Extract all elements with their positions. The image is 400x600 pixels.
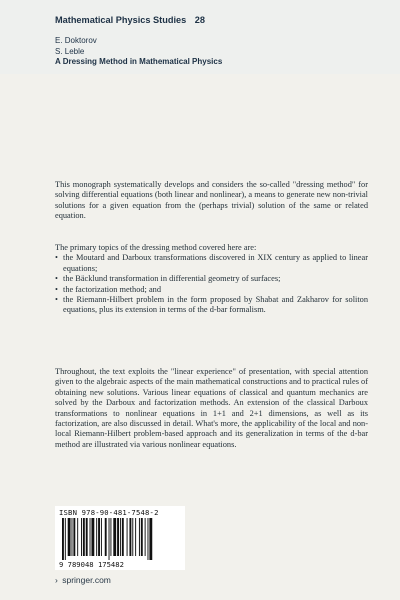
publisher-name: springer.com [62, 575, 111, 585]
blurb-closing [55, 367, 368, 450]
isbn-label: ISBN 978-90-481-7548-2 [59, 508, 159, 517]
topic-list [55, 253, 368, 315]
barcode-bar [90, 518, 91, 556]
barcode-bar [145, 518, 146, 556]
topic-item: • the Moutard and Darboux transformations discovered in XIX century as applied to linear equations; [55, 253, 368, 274]
barcode-bar [101, 518, 102, 556]
publisher-link[interactable] [55, 575, 111, 585]
topic-item: • the factorization method; and [55, 285, 368, 295]
barcode-bar [62, 518, 64, 560]
author-name: E. Doktorov [55, 36, 97, 45]
blurb-intro [55, 180, 368, 222]
barcode-bar [141, 518, 143, 556]
barcode-bar [109, 518, 110, 560]
series-line [55, 15, 205, 25]
blurb-topics [55, 243, 368, 316]
barcode-bar [73, 518, 75, 556]
barcode-bar [139, 518, 140, 556]
topic-item: • the Bäcklund transformation in differential geometry of surfaces; [55, 274, 368, 284]
barcode-bar [77, 518, 78, 556]
barcode-bar [81, 518, 82, 556]
barcode-bar [117, 518, 119, 556]
barcode-bar [83, 518, 85, 556]
barcode-bar [68, 518, 71, 556]
barcode-bar [96, 518, 97, 556]
book-title: A Dressing Method in Mathematical Physics [55, 57, 223, 66]
isbn-barcode [55, 506, 185, 570]
closing-paragraph: Throughout, the text exploits the "linear experience" of presentation, with special attention given to the algebraic aspects of the main mathematical constructions and to practical rules of obtaining new solutions. Various linear equations of classical and quantum mechanics are solved by the Darboux and factorization methods. An extension of the classical Darboux transformations to nonlinear equations in 1+1 and 2+1 dimensions, as well as its factorization, are also discussed in detail. What's more, the applicability of the local and non-local Riemann-Hilbert problem-based approach and its generalization in terms of the d-bar method are illustrated via various nonlinear equations. [55, 367, 368, 449]
author-name: S. Leble [55, 46, 85, 56]
topics-intro: The primary topics of the dressing method covered here are: [55, 243, 257, 252]
barcode-bar [91, 518, 94, 556]
barcode-bars [61, 518, 179, 560]
barcode-bar [113, 518, 116, 556]
chevron-right-icon: › [55, 575, 58, 585]
intro-paragraph: This monograph systematically develops and considers the so-called "dressing method" for solving differential equations (both linear and nonlinear), a means to generate new non-trivial solutions for a given equation from the (perhaps trivial) solution of the same or related equation. [55, 180, 368, 221]
barcode-bar [98, 518, 100, 556]
barcode-bar [72, 518, 73, 556]
barcode-bar [105, 518, 107, 556]
barcode-bar [135, 518, 136, 556]
barcode-bar [122, 518, 124, 556]
author-list [55, 36, 97, 57]
barcode-digits: 9 789048 175482 [59, 560, 124, 569]
topic-item: • the Riemann-Hilbert problem in the form proposed by Shabat and Zakharov for soliton equations, plus its extension in terms of the d-bar formalism. [55, 295, 368, 316]
barcode-bar [110, 518, 111, 556]
barcode-bar [127, 518, 128, 556]
barcode-bar [86, 518, 88, 556]
barcode-bar [129, 518, 131, 556]
barcode-bar [148, 518, 149, 560]
barcode-bar [149, 518, 152, 560]
series-number: 28 [194, 15, 206, 25]
barcode-bar [65, 518, 66, 560]
barcode-bar [132, 518, 133, 556]
barcode-bar [120, 518, 121, 556]
series-name: Mathematical Physics Studies [55, 15, 187, 25]
